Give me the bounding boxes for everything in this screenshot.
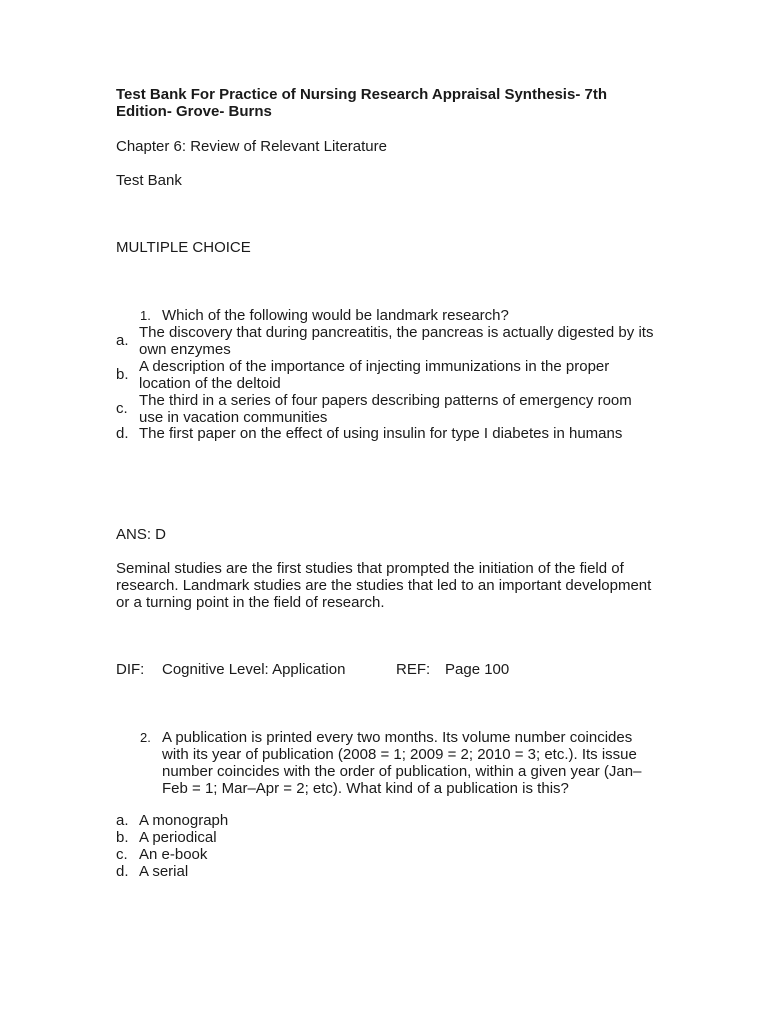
option-text: An e-book <box>139 846 208 863</box>
reference-value: Page 100 <box>445 661 510 678</box>
option-letter: d. <box>116 863 129 880</box>
test-bank-label: Test Bank <box>116 172 182 189</box>
option-text: The discovery that during pancreatitis, the pancreas is actually digested by its own enzymes <box>139 324 654 358</box>
option-text: A periodical <box>139 829 217 846</box>
chapter-heading: Chapter 6: Review of Relevant Literature <box>116 138 387 155</box>
option-text: The first paper on the effect of using insulin for type I diabetes in humans <box>139 425 623 442</box>
option-letter: a. <box>116 812 129 829</box>
option-text: The third in a series of four papers describing patterns of emergency room use in vacation communities <box>139 392 632 426</box>
option-text: A serial <box>139 863 189 880</box>
question-number: 2. <box>140 730 151 745</box>
question-number: 1. <box>140 308 151 323</box>
answer-key: ANS: D <box>116 526 167 543</box>
option-letter: a. <box>116 332 129 349</box>
option-text: A description of the importance of injecting immunizations in the proper location of the deltoid <box>139 358 610 392</box>
option-letter: c. <box>116 400 128 417</box>
section-heading: MULTIPLE CHOICE <box>116 239 251 256</box>
option-letter: b. <box>116 829 129 846</box>
option-text: A monograph <box>139 812 229 829</box>
option-letter: c. <box>116 846 128 863</box>
reference-label: REF: <box>396 661 431 678</box>
option-letter: d. <box>116 425 129 442</box>
difficulty-label: DIF: <box>116 661 145 678</box>
question-text: A publication is printed every two months. Its volume number coincides with its year of publication (2008 = 1; 2009 = 2; 2010 = 3; etc.). Its issue number coincides with the order of publication, within a given year (Jan–Feb = 1; Mar–Apr = 2; etc). What kind of a publication is this? <box>162 729 642 797</box>
document-title: Test Bank For Practice of Nursing Research Appraisal Synthesis- 7th Edition- Grove- Burns <box>116 86 607 120</box>
rationale: Seminal studies are the first studies that prompted the initiation of the field of research. Landmark studies are the studies that led to an important development or a turning point in the field of research. <box>116 560 652 611</box>
difficulty-value: Cognitive Level: Application <box>162 661 346 678</box>
option-letter: b. <box>116 366 129 383</box>
question-text: Which of the following would be landmark research? <box>162 307 509 324</box>
